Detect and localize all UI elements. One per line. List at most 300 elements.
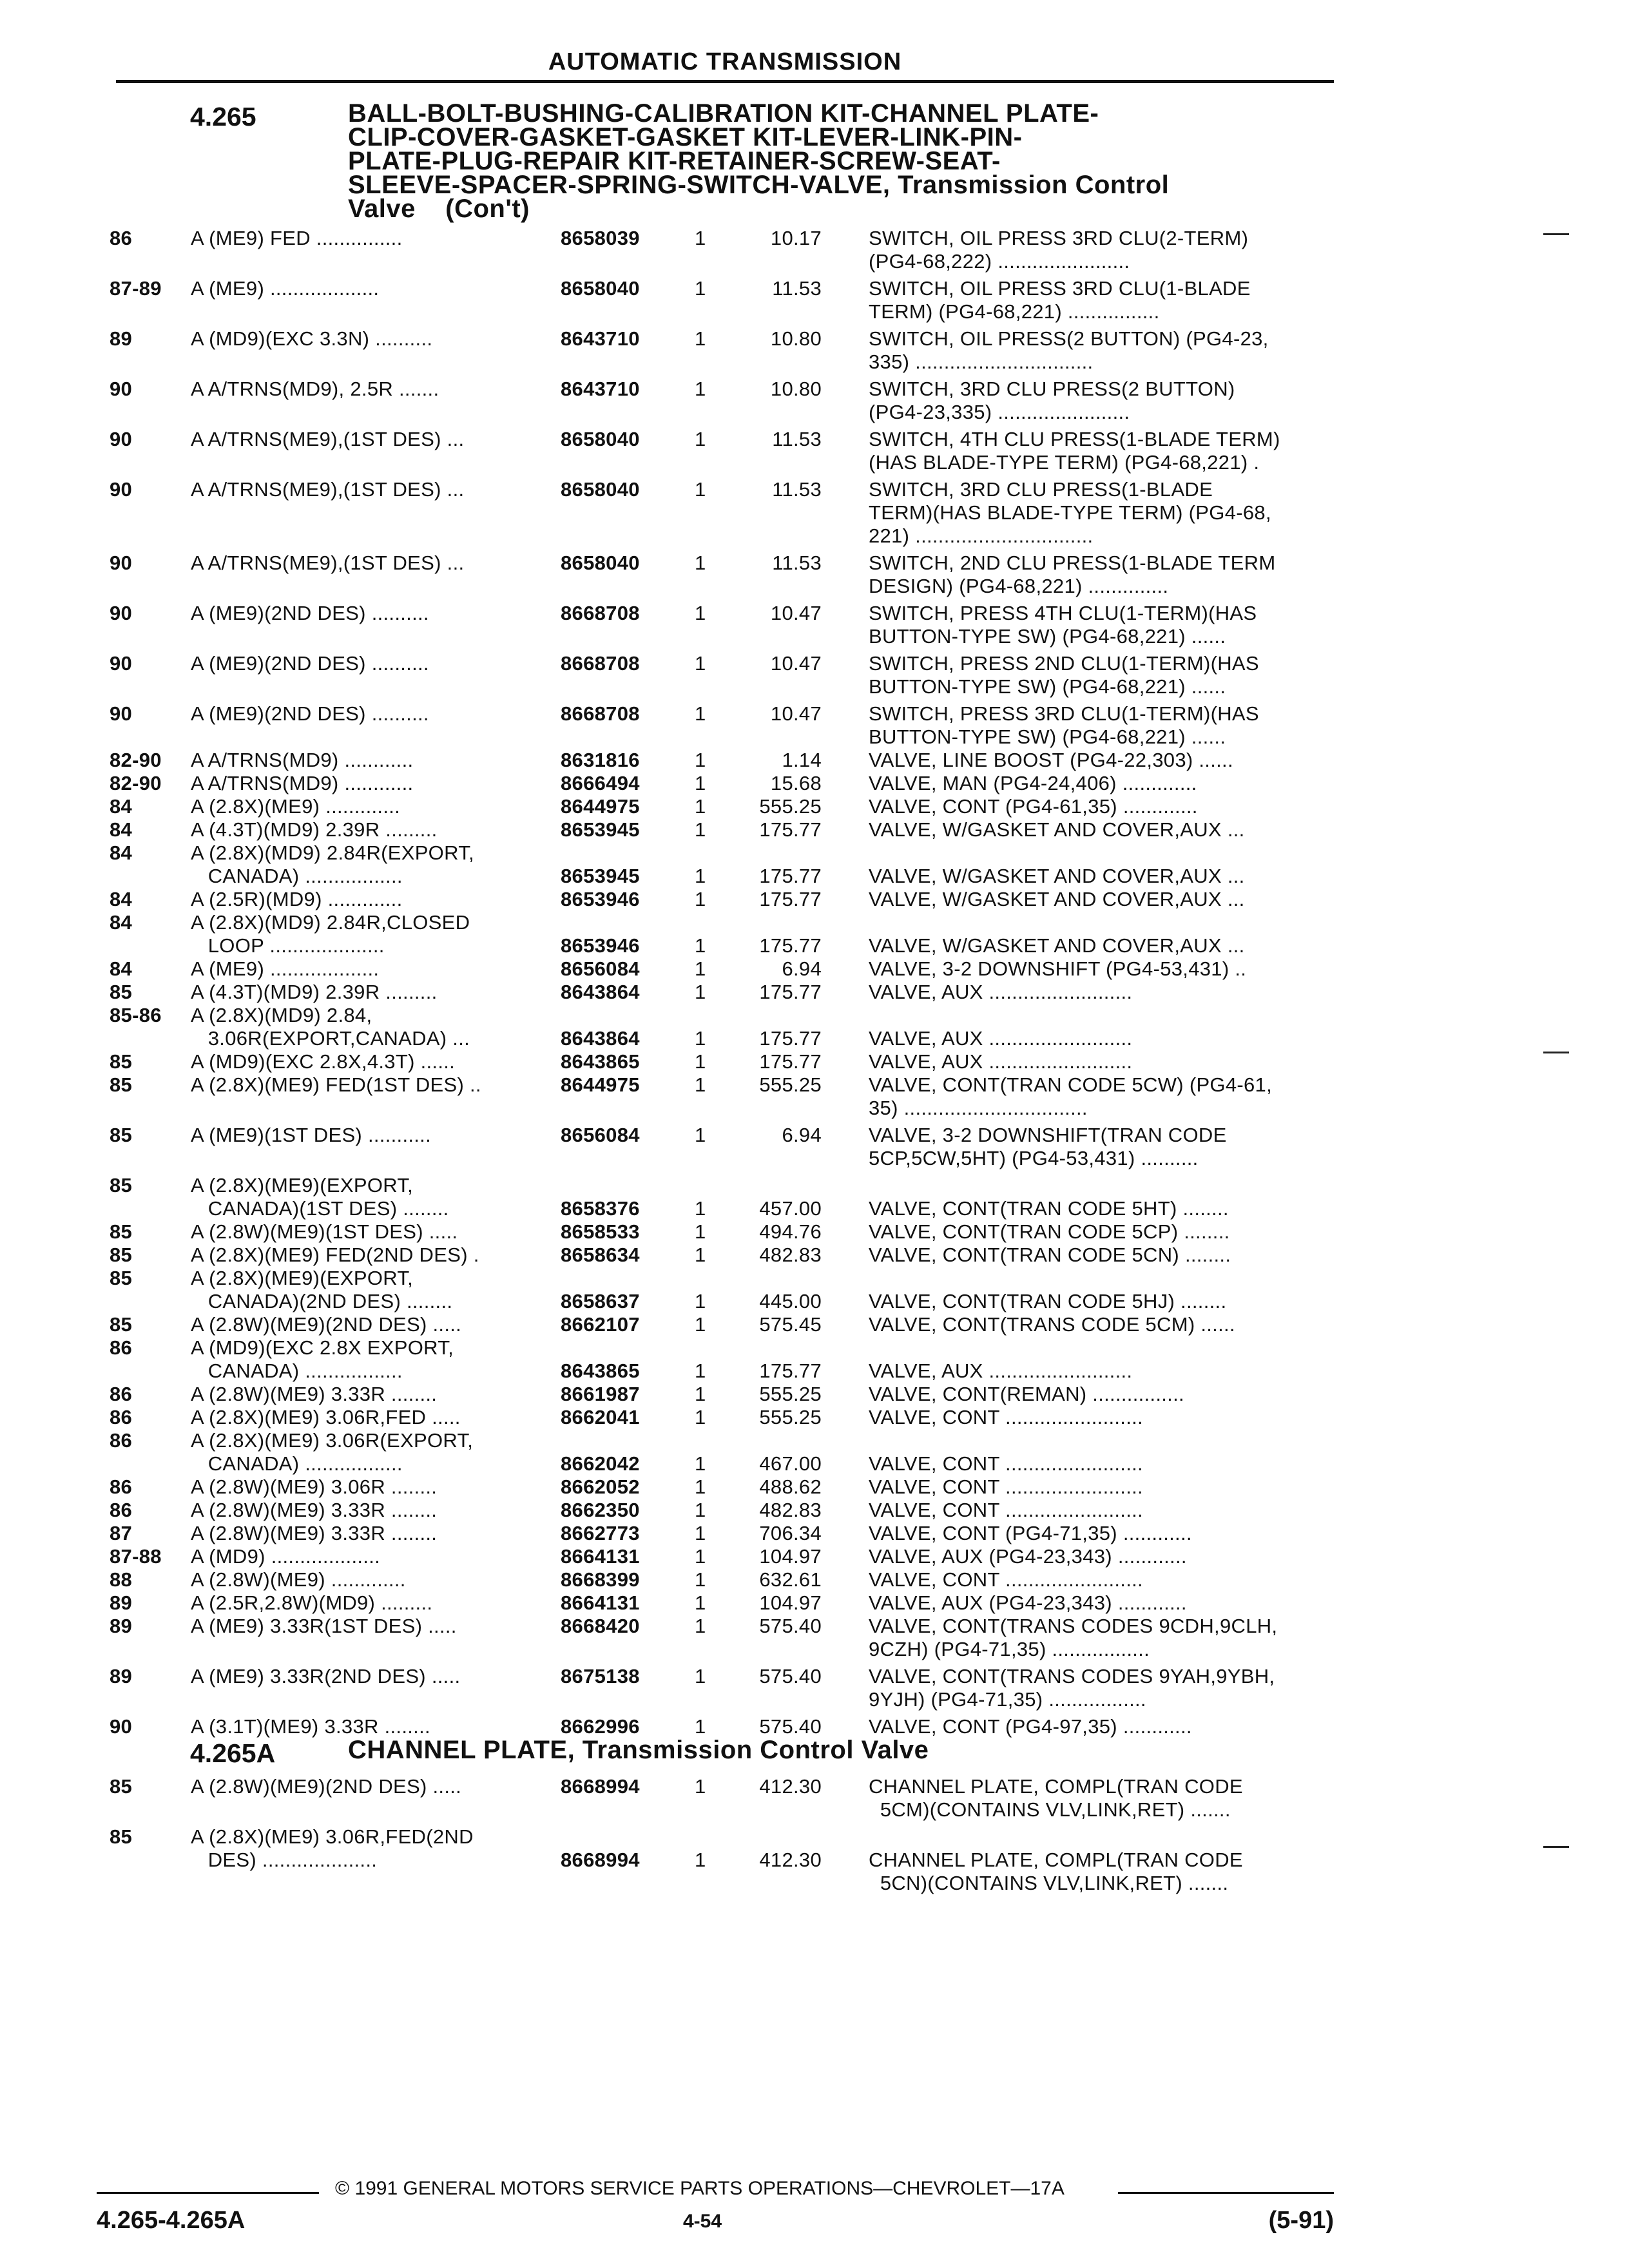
quantity: 1 [695,552,706,574]
quantity: 1 [695,818,706,841]
description: VALVE, CONT(TRAN CODE 5CP) ........ [869,1220,1230,1243]
description: VALVE, CONT(TRAN CODE 5HT) ........ [869,1197,1229,1220]
price: 6.94 [782,957,822,980]
price: 412.30 [759,1775,822,1798]
table-row [110,1004,1340,1050]
price: 1.14 [782,749,822,771]
fig-year: 88 [110,1568,133,1591]
quantity: 1 [695,1027,706,1050]
description: TERM) (PG4-68,221) ................ [869,300,1160,323]
quantity: 1 [695,1665,706,1687]
fig-year: 85 [110,1313,133,1336]
table-row [110,652,1340,698]
fig-year: 86 [110,1383,133,1405]
application: A A/TRNS(ME9),(1ST DES) ... [191,478,465,501]
section-title [348,99,1315,223]
fig-year: 86 [110,1499,133,1521]
table-row [110,1313,1340,1336]
application: CANADA) ................. [191,1452,403,1475]
application: A (2.8X)(ME9) 3.06R,FED ..... [191,1406,461,1428]
price: 575.40 [759,1715,822,1738]
part-number: 8658533 [561,1220,640,1243]
application: CANADA) ................. [191,1360,403,1382]
fig-year: 84 [110,795,133,818]
quantity: 1 [695,888,706,910]
table-row [110,227,1340,273]
part-number: 8658376 [561,1197,640,1220]
footer-bottom [97,2207,1334,2239]
description: SWITCH, 3RD CLU PRESS(1-BLADE [869,478,1213,501]
description: DESIGN) (PG4-68,221) .............. [869,575,1169,597]
table-row [110,1174,1340,1220]
price: 494.76 [759,1220,822,1243]
quantity: 1 [695,1545,706,1568]
price: 412.30 [759,1849,822,1871]
application: A (2.8W)(ME9)(1ST DES) ..... [191,1220,458,1243]
table-row [110,1244,1340,1267]
description: VALVE, CONT ........................ [869,1499,1143,1521]
price: 467.00 [759,1452,822,1475]
application: A (2.8X)(ME9) 3.06R,FED(2ND [191,1825,474,1848]
fig-year: 86 [110,1475,133,1498]
fig-year: 90 [110,378,133,400]
fig-year: 86 [110,227,133,249]
price: 175.77 [759,888,822,910]
part-number: 8644975 [561,1073,640,1096]
description: VALVE, W/GASKET AND COVER,AUX ... [869,934,1245,957]
part-number: 8668994 [561,1775,640,1798]
table-row [110,1775,1340,1821]
price: 575.45 [759,1313,822,1336]
price: 575.40 [759,1615,822,1637]
fig-year: 85-86 [110,1004,162,1026]
part-number: 8662996 [561,1715,640,1738]
table-row [110,1665,1340,1711]
price: 175.77 [759,1050,822,1073]
part-number: 8653946 [561,888,640,910]
part-number: 8643865 [561,1360,640,1382]
table-row [110,478,1340,548]
description: TERM)(HAS BLADE-TYPE TERM) (PG4-68, [869,501,1271,524]
table-row [110,552,1340,598]
description: 221) ............................... [869,524,1094,547]
fig-year: 87-88 [110,1545,162,1568]
description: 5CN)(CONTAINS VLV,LINK,RET) ....... [869,1872,1229,1894]
quantity: 1 [695,1775,706,1798]
price: 482.83 [759,1244,822,1266]
price: 632.61 [759,1568,822,1591]
part-number: 8662350 [561,1499,640,1521]
section-number: 4.265A [190,1738,276,1768]
part-number: 8643864 [561,1027,640,1050]
price: 445.00 [759,1290,822,1312]
table-row [110,1499,1340,1522]
description: (PG4-68,222) ....................... [869,250,1130,273]
price: 175.77 [759,934,822,957]
part-number: 8658040 [561,478,640,501]
fig-year: 86 [110,1406,133,1428]
quantity: 1 [695,1591,706,1614]
fig-year: 90 [110,552,133,574]
quantity: 1 [695,934,706,957]
table-row [110,795,1340,818]
application: A (2.8W)(ME9)(2ND DES) ..... [191,1313,462,1336]
table-row [110,1267,1340,1313]
description: 5CP,5CW,5HT) (PG4-53,431) .......... [869,1147,1199,1169]
quantity: 1 [695,478,706,501]
quantity: 1 [695,981,706,1003]
quantity: 1 [695,865,706,887]
quantity: 1 [695,1050,706,1073]
table-row [110,1615,1340,1661]
description: BUTTON-TYPE SW) (PG4-68,221) ...... [869,625,1226,648]
table-row [110,841,1340,888]
description: VALVE, LINE BOOST (PG4-22,303) ...... [869,749,1233,771]
part-number: 8664131 [561,1591,640,1614]
description: VALVE, MAN (PG4-24,406) ............. [869,772,1197,794]
part-number: 8658040 [561,552,640,574]
application: A (2.8W)(ME9)(2ND DES) ..... [191,1775,462,1798]
description: 35) ................................ [869,1097,1088,1119]
part-number: 8666494 [561,772,640,794]
description: VALVE, CONT (PG4-71,35) ............ [869,1522,1192,1544]
application: A (2.8X)(MD9) 2.84, [191,1004,372,1026]
quantity: 1 [695,1197,706,1220]
section-title-line: BALL-BOLT-BUSHING-CALIBRATION KIT-CHANNEL PLATE- [348,99,1099,128]
description: 9YJH) (PG4-71,35) ................. [869,1688,1146,1711]
description: SWITCH, OIL PRESS 3RD CLU(1-BLADE [869,277,1251,300]
description: VALVE, AUX ......................... [869,981,1133,1003]
part-number: 8658637 [561,1290,640,1312]
fig-year: 89 [110,1615,133,1637]
margin-tick [1543,233,1569,235]
description: 5CM)(CONTAINS VLV,LINK,RET) ....... [869,1798,1231,1821]
part-number: 8643710 [561,327,640,350]
quantity: 1 [695,327,706,350]
description: SWITCH, PRESS 2ND CLU(1-TERM)(HAS [869,652,1259,675]
quantity: 1 [695,1360,706,1382]
fig-year: 84 [110,911,133,934]
application: A (2.8X)(ME9)(EXPORT, [191,1174,414,1196]
table-row [110,888,1340,911]
description: CHANNEL PLATE, COMPL(TRAN CODE [869,1849,1243,1871]
table-row [110,1825,1340,1895]
application: A (2.5R)(MD9) ............. [191,888,403,910]
table-row [110,1124,1340,1170]
application: A (MD9)(EXC 3.3N) .......... [191,327,433,350]
quantity: 1 [695,772,706,794]
quantity: 1 [695,1406,706,1428]
description: VALVE, CONT(TRAN CODE 5CW) (PG4-61, [869,1073,1272,1096]
quantity: 1 [695,1383,706,1405]
fig-year: 90 [110,652,133,675]
margin-tick [1543,1052,1569,1053]
section-title-line: CLIP-COVER-GASKET-GASKET KIT-LEVER-LINK-PIN- [348,123,1023,151]
part-number: 8653945 [561,865,640,887]
description: CHANNEL PLATE, COMPL(TRAN CODE [869,1775,1243,1798]
table-row [110,378,1340,424]
fig-year: 87 [110,1522,133,1544]
quantity: 1 [695,1220,706,1243]
part-number: 8658039 [561,227,640,249]
application: A A/TRNS(MD9) ............ [191,749,414,771]
application: A (2.5R,2.8W)(MD9) ......... [191,1591,433,1614]
application: A (MD9)(EXC 2.8X EXPORT, [191,1336,454,1359]
price: 11.53 [772,478,822,501]
section-title-line: Valve (Con't) [348,195,530,223]
description: VALVE, CONT (PG4-97,35) ............ [869,1715,1192,1738]
part-number: 8662773 [561,1522,640,1544]
part-number: 8668994 [561,1849,640,1871]
application: A (3.1T)(ME9) 3.33R ........ [191,1715,430,1738]
page-header-title: AUTOMATIC TRANSMISSION [548,48,902,75]
section-title: CHANNEL PLATE, Transmission Control Valve [348,1736,929,1764]
part-number: 8643710 [561,378,640,400]
description: VALVE, W/GASKET AND COVER,AUX ... [869,865,1245,887]
description: SWITCH, PRESS 3RD CLU(1-TERM)(HAS [869,702,1259,725]
price: 706.34 [759,1522,822,1544]
table-row [110,277,1340,323]
description: BUTTON-TYPE SW) (PG4-68,221) ...... [869,726,1226,748]
table-row [110,1522,1340,1545]
part-number: 8644975 [561,795,640,818]
quantity: 1 [695,1499,706,1521]
table-row [110,1715,1340,1738]
quantity: 1 [695,227,706,249]
application: A A/TRNS(MD9), 2.5R ....... [191,378,439,400]
description: VALVE, CONT(TRANS CODES 9YAH,9YBH, [869,1665,1275,1687]
fig-year: 89 [110,1591,133,1614]
quantity: 1 [695,1290,706,1312]
application: A (2.8W)(ME9) ............. [191,1568,406,1591]
fig-year: 85 [110,1050,133,1073]
price: 555.25 [759,1073,822,1096]
part-number: 8656084 [561,957,640,980]
description: SWITCH, OIL PRESS 3RD CLU(2-TERM) [869,227,1249,249]
quantity: 1 [695,957,706,980]
part-number: 8662041 [561,1406,640,1428]
fig-year: 84 [110,818,133,841]
description: VALVE, CONT (PG4-61,35) ............. [869,795,1198,818]
price: 11.53 [772,552,822,574]
price: 10.47 [770,652,822,675]
price: 575.40 [759,1665,822,1687]
application: A (ME9) ................... [191,277,380,300]
fig-year: 84 [110,841,133,864]
application: A (ME9) ................... [191,957,380,980]
price: 175.77 [759,865,822,887]
fig-year: 85 [110,1174,133,1196]
fig-year: 85 [110,981,133,1003]
price: 175.77 [759,981,822,1003]
part-number: 8662042 [561,1452,640,1475]
application: A (MD9) ................... [191,1545,381,1568]
part-number: 8668399 [561,1568,640,1591]
price: 175.77 [759,1360,822,1382]
application: A (2.8X)(ME9) 3.06R(EXPORT, [191,1429,474,1452]
price: 10.17 [770,227,822,249]
price: 175.77 [759,818,822,841]
price: 10.80 [770,378,822,400]
part-number: 8658634 [561,1244,640,1266]
description: SWITCH, 2ND CLU PRESS(1-BLADE TERM [869,552,1276,574]
description: 9CZH) (PG4-71,35) ................. [869,1638,1150,1660]
quantity: 1 [695,1073,706,1096]
table-row [110,428,1340,474]
description: VALVE, CONT(TRANS CODES 9CDH,9CLH, [869,1615,1278,1637]
quantity: 1 [695,277,706,300]
part-number: 8643864 [561,981,640,1003]
application: A (4.3T)(MD9) 2.39R ......... [191,818,438,841]
description: VALVE, 3-2 DOWNSHIFT (PG4-53,431) .. [869,957,1247,980]
application: A (ME9)(2ND DES) .......... [191,602,429,624]
table-row [110,981,1340,1004]
application: A (ME9)(2ND DES) .......... [191,702,429,725]
part-number: 8658040 [561,428,640,450]
quantity: 1 [695,1568,706,1591]
part-number: 8664131 [561,1545,640,1568]
application: A (2.8X)(ME9) ............. [191,795,401,818]
fig-year: 85 [110,1825,133,1848]
margin-tick [1543,1846,1569,1848]
fig-year: 86 [110,1429,133,1452]
description: VALVE, CONT(TRAN CODE 5HJ) ........ [869,1290,1227,1312]
footer-copyright-line [97,2178,1334,2204]
description: VALVE, AUX ......................... [869,1050,1133,1073]
parts-list [110,227,1340,1738]
description: 335) ............................... [869,351,1094,373]
description: VALVE, W/GASKET AND COVER,AUX ... [869,888,1245,910]
quantity: 1 [695,652,706,675]
description: VALVE, AUX ......................... [869,1027,1133,1050]
table-row [110,749,1340,772]
part-number: 8668420 [561,1615,640,1637]
footer-rule [97,2192,319,2194]
fig-year: 84 [110,888,133,910]
quantity: 1 [695,1124,706,1146]
quantity: 1 [695,749,706,771]
description: VALVE, AUX (PG4-23,343) ............ [869,1545,1187,1568]
fig-year: 85 [110,1124,133,1146]
description: VALVE, CONT ........................ [869,1406,1143,1428]
application: A (2.8X)(ME9)(EXPORT, [191,1267,414,1289]
quantity: 1 [695,1522,706,1544]
section-title-line: SLEEVE-SPACER-SPRING-SWITCH-VALVE, Transmission Control [348,171,1170,199]
fig-year: 85 [110,1073,133,1096]
application: A (ME9) 3.33R(2ND DES) ..... [191,1665,461,1687]
fig-year: 85 [110,1220,133,1243]
table-row [110,1336,1340,1383]
application: CANADA) ................. [191,865,403,887]
application: A (4.3T)(MD9) 2.39R ......... [191,981,438,1003]
price: 11.53 [772,428,822,450]
fig-year: 82-90 [110,749,162,771]
application: A (2.8X)(MD9) 2.84R,CLOSED [191,911,470,934]
quantity: 1 [695,378,706,400]
description: VALVE, W/GASKET AND COVER,AUX ... [869,818,1245,841]
application: A A/TRNS(ME9),(1ST DES) ... [191,552,465,574]
application: A (MD9)(EXC 2.8X,4.3T) ...... [191,1050,456,1073]
price: 555.25 [759,1383,822,1405]
table-row [110,911,1340,957]
description: VALVE, CONT ........................ [869,1475,1143,1498]
description: (PG4-23,335) ....................... [869,401,1130,423]
part-number: 8656084 [561,1124,640,1146]
application: A (2.8W)(ME9) 3.33R ........ [191,1383,438,1405]
quantity: 1 [695,795,706,818]
price: 11.53 [772,277,822,300]
application: A (ME9)(1ST DES) ........... [191,1124,432,1146]
part-number: 8653945 [561,818,640,841]
fig-year: 85 [110,1775,133,1798]
table-row [110,772,1340,795]
quantity: 1 [695,1715,706,1738]
application: CANADA)(2ND DES) ........ [191,1290,453,1312]
price: 175.77 [759,1027,822,1050]
price: 488.62 [759,1475,822,1498]
application: A (ME9) 3.33R(1ST DES) ..... [191,1615,457,1637]
section-range: 4.265-4.265A [97,2207,246,2234]
price: 457.00 [759,1197,822,1220]
part-number: 8653946 [561,934,640,957]
description: VALVE, AUX ......................... [869,1360,1133,1382]
description: SWITCH, OIL PRESS(2 BUTTON) (PG4-23, [869,327,1269,350]
part-number: 8631816 [561,749,640,771]
table-row [110,957,1340,981]
fig-year: 90 [110,428,133,450]
quantity: 1 [695,702,706,725]
application: A (2.8W)(ME9) 3.33R ........ [191,1522,438,1544]
channel-plate-parts-list [110,1775,1340,1895]
application: A (2.8W)(ME9) 3.06R ........ [191,1475,438,1498]
quantity: 1 [695,1615,706,1637]
description: VALVE, 3-2 DOWNSHIFT(TRAN CODE [869,1124,1227,1146]
price: 10.47 [770,702,822,725]
application: A (2.8X)(MD9) 2.84R(EXPORT, [191,841,474,864]
table-row [110,1073,1340,1120]
table-row [110,1383,1340,1406]
application: DES) .................... [191,1849,378,1871]
section-title-line: PLATE-PLUG-REPAIR KIT-RETAINER-SCREW-SEAT- [348,147,1001,175]
footer-rule [1118,2192,1334,2194]
table-row [110,1220,1340,1244]
fig-year: 86 [110,1336,133,1359]
part-number: 8675138 [561,1665,640,1687]
table-row [110,1545,1340,1568]
application: A (ME9)(2ND DES) .......... [191,652,429,675]
fig-year: 82-90 [110,772,162,794]
price: 104.97 [759,1591,822,1614]
quantity: 1 [695,1452,706,1475]
fig-year: 89 [110,1665,133,1687]
copyright-text: © 1991 GENERAL MOTORS SERVICE PARTS OPERATIONS—CHEVROLET—17A [335,2178,1065,2199]
description: VALVE, CONT(TRANS CODE 5CM) ...... [869,1313,1235,1336]
part-number: 8661987 [561,1383,640,1405]
header-rule [116,80,1334,83]
quantity: 1 [695,428,706,450]
application: A (2.8W)(ME9) 3.33R ........ [191,1499,438,1521]
table-row [110,1591,1340,1615]
fig-year: 90 [110,1715,133,1738]
fig-year: 89 [110,327,133,350]
description: VALVE, CONT(TRAN CODE 5CN) ........ [869,1244,1231,1266]
application: CANADA)(1ST DES) ........ [191,1197,449,1220]
price: 104.97 [759,1545,822,1568]
description: SWITCH, 4TH CLU PRESS(1-BLADE TERM) [869,428,1280,450]
application: A A/TRNS(MD9) ............ [191,772,414,794]
part-number: 8662107 [561,1313,640,1336]
application: LOOP .................... [191,934,385,957]
